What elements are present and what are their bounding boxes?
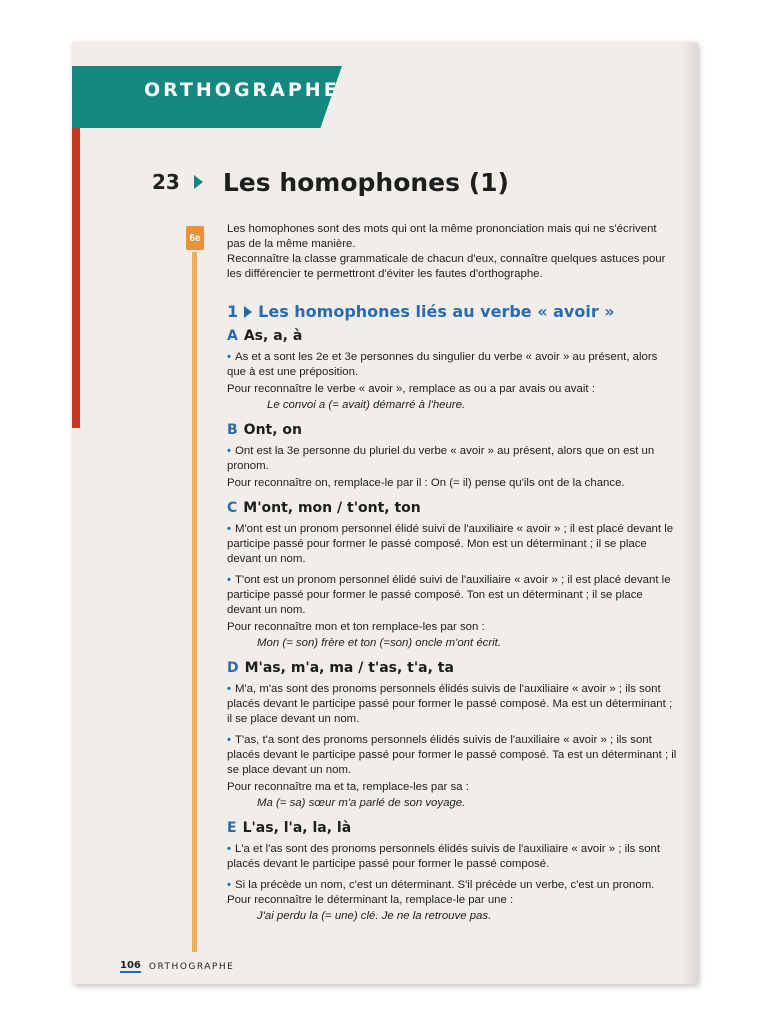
subsection-letter: A <box>227 328 238 344</box>
paragraph-text: M'a, m'as sont des pronoms personnels élidés suivis de l'auxiliaire « avoir » ; ils sont placés devant le participe passé pour former le passé composé. Ma est un déterminant ; il se place devant un nom. <box>227 683 673 725</box>
bullet-icon: • <box>227 683 231 695</box>
bullet-icon: • <box>227 734 231 746</box>
subsection-letter: E <box>227 820 237 836</box>
book-page <box>72 42 697 984</box>
section-title: Les homophones liés au verbe « avoir » <box>258 302 615 321</box>
intro-line-1: Les homophones sont des mots qui ont la même prononciation mais qui ne s'écrivent pas de la même manière. <box>227 223 657 250</box>
subsection-letter: D <box>227 660 239 676</box>
subsection-title: Ont, on <box>243 422 303 438</box>
paragraph-text: Pour reconnaître le déterminant la, remplace-le par une : <box>227 894 514 906</box>
chapter-heading <box>152 162 509 202</box>
paragraph-text: Ont est la 3e personne du pluriel du verbe « avoir » au présent, alors que on est un pronom. <box>227 445 655 472</box>
subsection-letter: B <box>227 422 238 438</box>
chapter-title: Les homophones (1) <box>222 167 509 197</box>
banner-label: ORTHOGRAPHE <box>144 79 340 101</box>
paragraph-text: T'ont est un pronom personnel élidé suivi de l'auxiliaire « avoir » ; il est placé devant le participe passé pour former le passé composé. Ton est un déterminant ; il se place devant un nom. <box>227 574 671 616</box>
red-edge-strip <box>72 128 80 428</box>
example: J'ai perdu la (= une) clé. Je ne la retrouve pas. <box>257 910 492 922</box>
example: Ma (= sa) sœur m'a parlé de son voyage. <box>257 797 466 809</box>
paragraph-text: T'as, t'a sont des pronoms personnels élidés suivis de l'auxiliaire « avoir » ; ils sont placés devant le participe passé pour former le passé composé. Ta est un déterminant ; il se place devant un nom. <box>227 734 677 776</box>
section-1-heading <box>227 304 677 319</box>
lesson-content <box>227 222 677 924</box>
paragraph-text: Pour reconnaître le verbe « avoir », remplace as ou a par avais ou avait : <box>227 383 595 395</box>
grade-tag: 6e <box>186 226 204 250</box>
paragraph-text: Pour reconnaître mon et ton remplace-les par son : <box>227 621 485 633</box>
page-fold-shadow <box>681 42 697 984</box>
paragraph <box>227 444 677 474</box>
paragraph <box>227 573 677 618</box>
paragraph <box>227 350 677 380</box>
intro-line-2: Reconnaître la classe grammaticale de chacun d'eux, connaître quelques astuces pour les différencier te permettront d'éviter les fautes d'orthographe. <box>227 253 666 280</box>
bullet-icon: • <box>227 879 231 891</box>
bullet-icon: • <box>227 843 231 855</box>
section-number: 1 <box>227 302 239 321</box>
intro <box>227 222 677 282</box>
subsection-d-heading <box>227 661 677 676</box>
subsection-title: M'ont, mon / t'ont, ton <box>243 500 421 516</box>
subsection-title: L'as, l'a, la, là <box>242 820 352 836</box>
bullet-icon: • <box>227 574 231 586</box>
paragraph <box>227 682 677 727</box>
paragraph-text: Pour reconnaître on, remplace-le par il : On (= il) pense qu'ils ont de la chance. <box>227 477 625 489</box>
page-footer <box>120 960 234 973</box>
subsection-a-heading <box>227 329 677 344</box>
paragraph <box>227 522 677 567</box>
paragraph <box>227 878 677 893</box>
page-number: 106 <box>120 960 141 971</box>
bullet-icon: • <box>227 523 231 535</box>
paragraph <box>227 733 677 778</box>
subsection-title: M'as, m'a, ma / t'as, t'a, ta <box>244 660 454 676</box>
subsection-b-heading <box>227 423 677 438</box>
paragraph-text: Si la précède un nom, c'est un déterminant. S'il précède un verbe, c'est un pronom. <box>235 879 655 891</box>
margin-rule <box>192 252 197 952</box>
subsection-title: As, a, à <box>243 328 303 344</box>
paragraph-text: Pour reconnaître ma et ta, remplace-les par sa : <box>227 781 469 793</box>
paragraph-text: M'ont est un pronom personnel élidé suivi de l'auxiliaire « avoir » ; il est placé devant le participe passé pour former le passé composé. Mon est un déterminant ; il se place devant un nom. <box>227 523 674 565</box>
chevron-right-icon <box>194 175 203 189</box>
paragraph-text: L'a et l'as sont des pronoms personnels élidés suivis de l'auxiliaire « avoir » ; ils sont placés devant le participe passé pour former le passé composé. <box>227 843 661 870</box>
chapter-number: 23 <box>152 170 180 194</box>
paragraph-text: As et a sont les 2e et 3e personnes du singulier du verbe « avoir » au présent, alors que à est une préposition. <box>227 351 658 378</box>
footer-label: ORTHOGRAPHE <box>148 961 235 972</box>
example: Le convoi a (= avait) démarré à l'heure. <box>267 399 466 411</box>
bullet-icon: • <box>227 445 231 457</box>
subsection-c-heading <box>227 501 677 516</box>
subsection-e-heading <box>227 821 677 836</box>
subsection-letter: C <box>227 500 238 516</box>
example: Mon (= son) frère et ton (=son) oncle m'ont écrit. <box>257 637 502 649</box>
bullet-icon: • <box>227 351 231 363</box>
paragraph <box>227 842 677 872</box>
chevron-right-icon <box>244 306 252 318</box>
